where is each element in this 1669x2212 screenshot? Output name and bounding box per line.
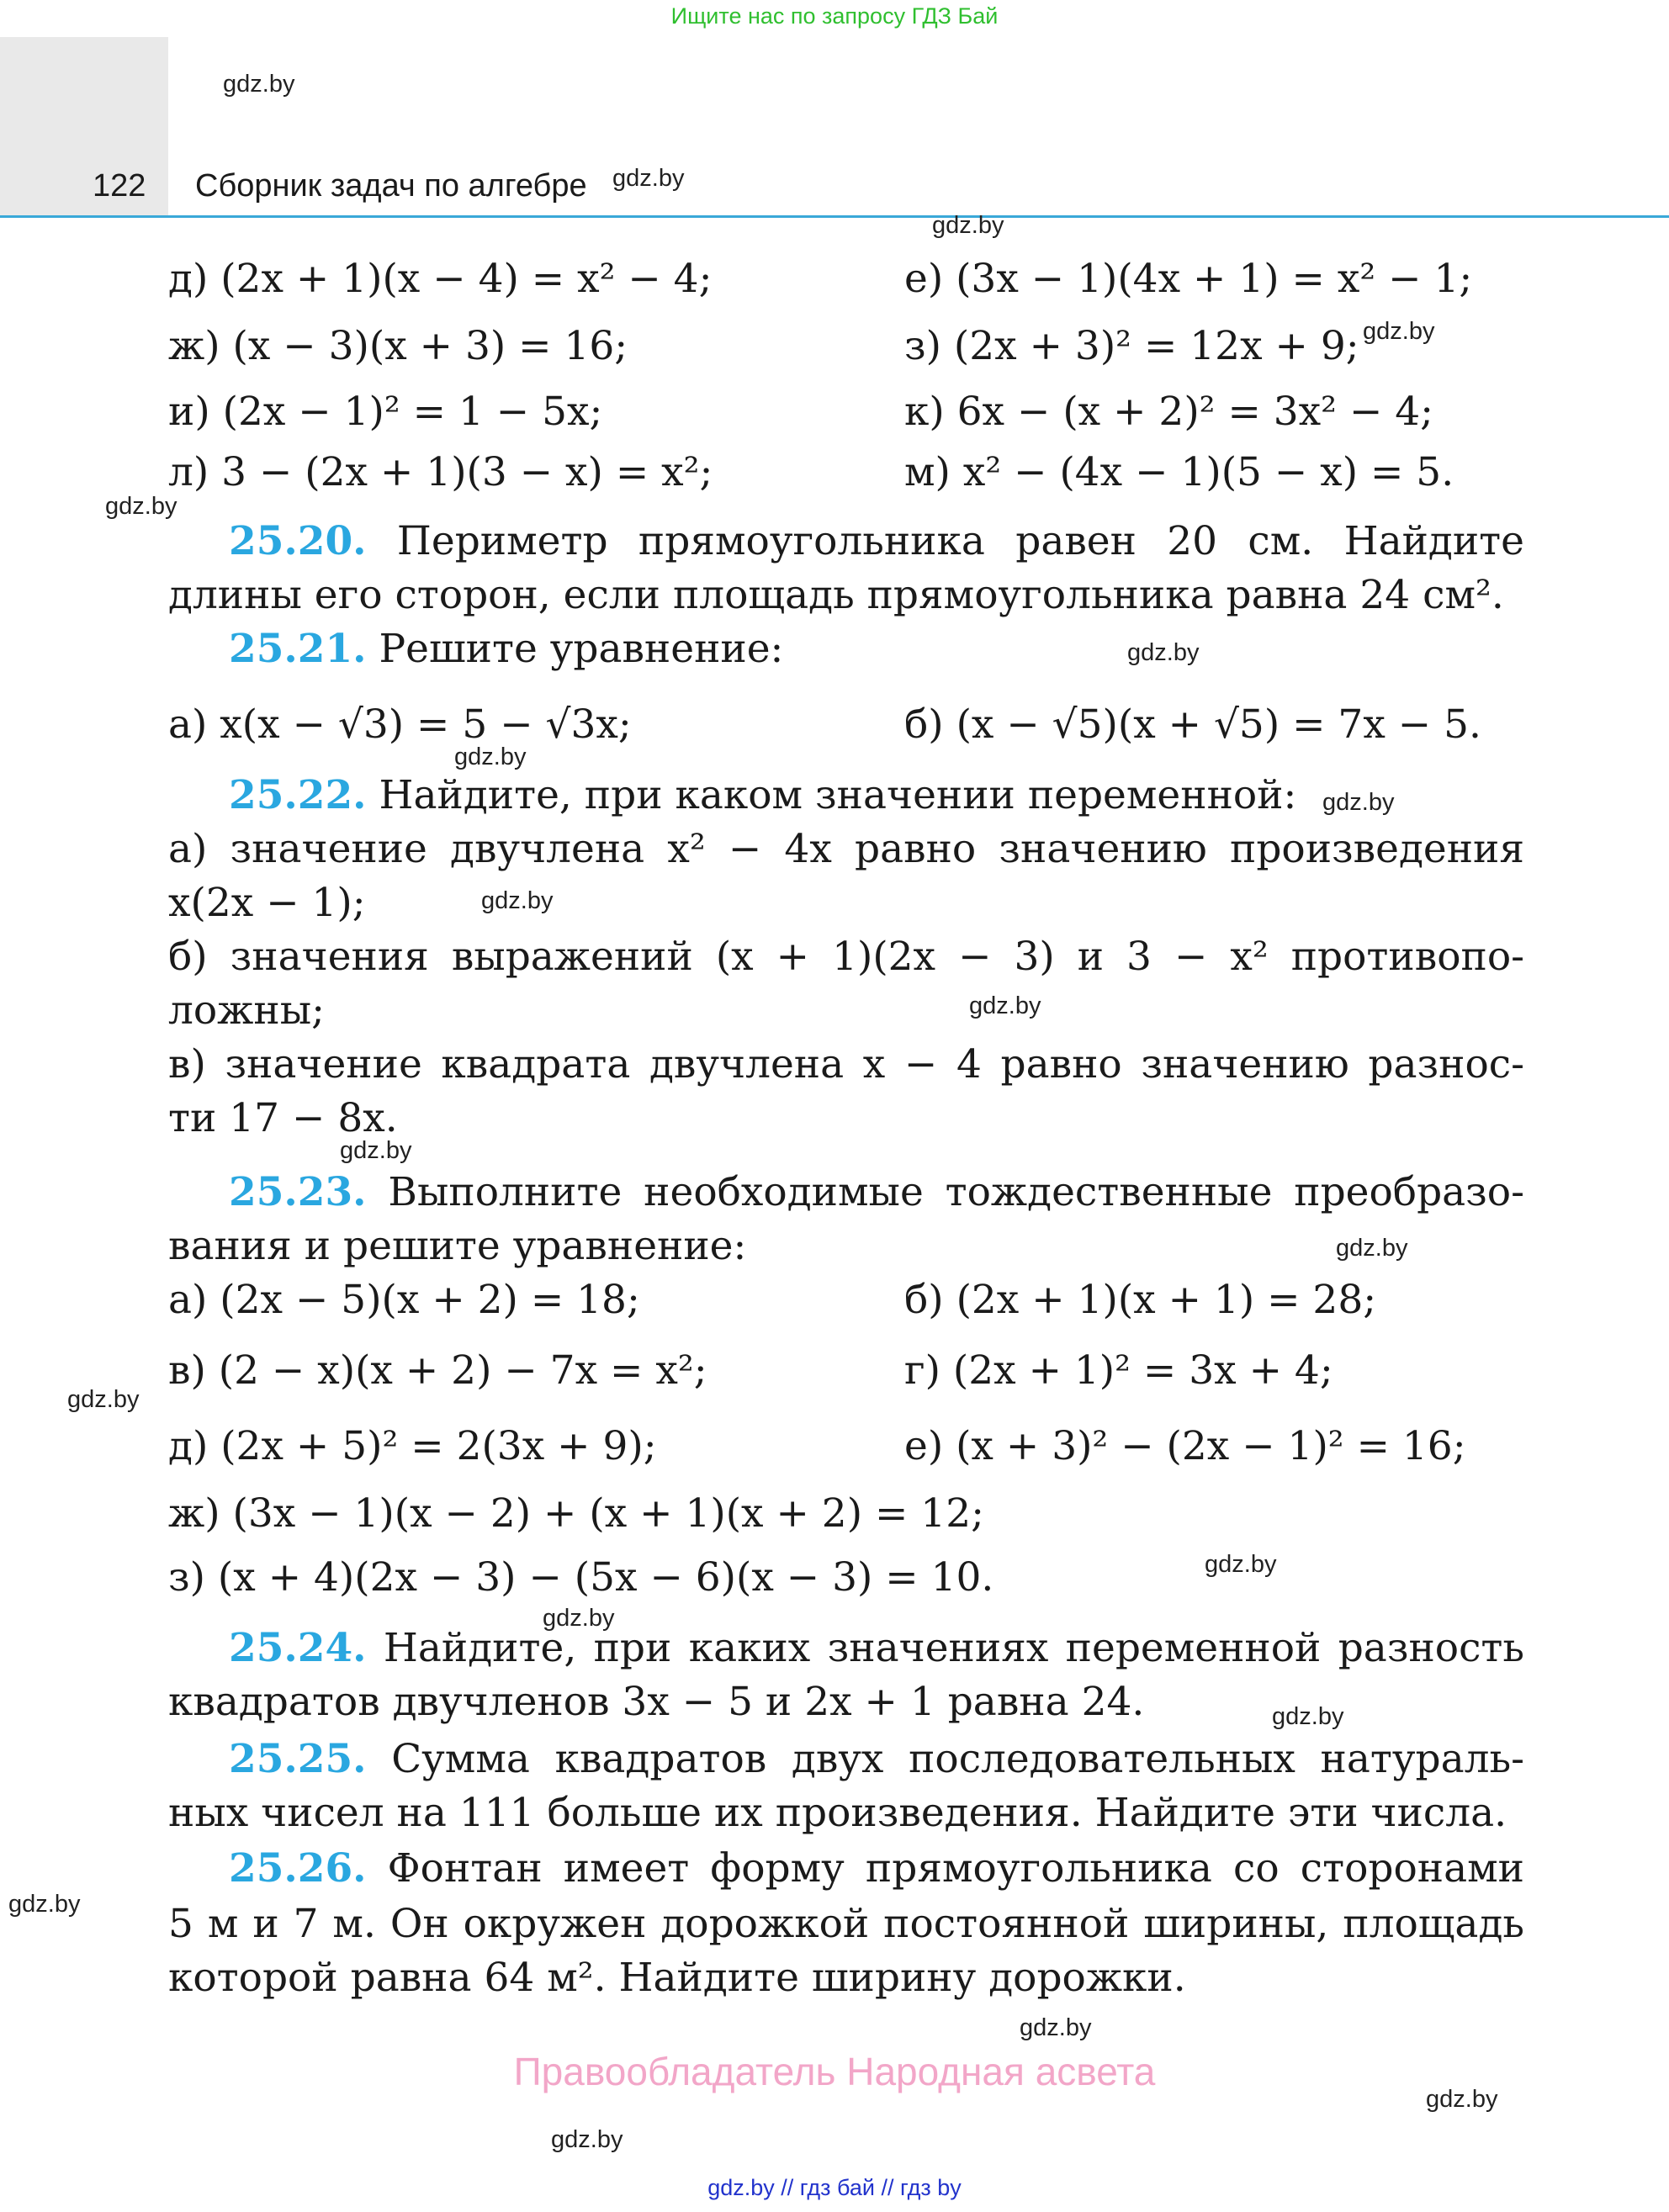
problem-number: 25.24. <box>229 1625 367 1671</box>
equation-i: и) (2x − 1)² = 1 − 5x; <box>168 389 603 435</box>
problem-25-20-line2: длины его сторон, если площадь прямоугольника равна 24 см². <box>168 572 1504 618</box>
watermark: gdz.by <box>1322 789 1395 816</box>
equation-l: л) 3 − (2x + 1)(3 − x) = x²; <box>168 449 713 495</box>
book-title: Сборник задач по алгебре <box>195 168 587 204</box>
problem-number: 25.23. <box>229 1169 367 1215</box>
equation-25-23-g: г) (2x + 1)² = 3x + 4; <box>904 1347 1333 1394</box>
copyright-holder: Правообладатель Народная асвета <box>513 2050 1156 2093</box>
problem-25-25-line1 <box>168 1736 1524 1782</box>
watermark: gdz.by <box>105 493 177 520</box>
watermark: gdz.by <box>551 2126 623 2153</box>
problem-25-26-line2: 5 м и 7 м. Он окружен дорожкой постоянной ширины, площадь <box>168 1901 1524 1947</box>
problem-25-25-line2: ных чисел на 111 больше их произведения. Найдите эти числа. <box>168 1790 1507 1836</box>
problem-25-20-line1 <box>168 518 1524 564</box>
equation-z: з) (2x + 3)² = 12x + 9; <box>904 323 1359 369</box>
problem-text: Найдите, при каком значении переменной: <box>379 772 1297 818</box>
watermark: gdz.by <box>1127 639 1200 666</box>
equation-25-21-b: б) (x − √5)(x + √5) = 7x − 5. <box>904 701 1481 748</box>
problem-text: Фонтан имеет форму прямоугольника со сторонами <box>387 1845 1524 1892</box>
watermark: gdz.by <box>1426 2086 1498 2113</box>
watermark: gdz.by <box>1020 2014 1092 2041</box>
problem-25-26-line1 <box>168 1845 1524 1892</box>
problem-25-21 <box>229 626 784 672</box>
equation-k: к) 6x − (x + 2)² = 3x² − 4; <box>904 389 1434 435</box>
equation-25-23-b: б) (2x + 1)(x + 1) = 28; <box>904 1277 1377 1323</box>
equation-25-23-zh: ж) (3x − 1)(x − 2) + (x + 1)(x + 2) = 12; <box>168 1490 984 1537</box>
watermark: gdz.by <box>8 1891 81 1918</box>
problem-25-23-line2: вания и решите уравнение: <box>168 1223 747 1269</box>
watermark: gdz.by <box>932 212 1004 239</box>
watermark: gdz.by <box>481 887 554 914</box>
problem-text: Решите уравнение: <box>379 626 784 672</box>
problem-25-22-v-line2: ти 17 − 8x. <box>168 1095 398 1141</box>
problem-25-22-a-line2: x(2x − 1); <box>168 880 366 926</box>
problem-25-24-line2: квадратов двучленов 3x − 5 и 2x + 1 равна 24. <box>168 1679 1145 1725</box>
watermark: gdz.by <box>1363 318 1435 345</box>
problem-text: Найдите, при каких значениях переменной разность <box>383 1625 1524 1671</box>
footer-links[interactable]: gdz.by // гдз бай // гдз by <box>707 2175 962 2200</box>
problem-number: 25.21. <box>229 626 367 672</box>
watermark: gdz.by <box>454 744 527 770</box>
equation-25-23-d: д) (2x + 5)² = 2(3x + 9); <box>168 1423 657 1469</box>
equation-25-23-z: з) (x + 4)(2x − 3) − (5x − 6)(x − 3) = 10. <box>168 1554 994 1601</box>
equation-d: д) (2x + 1)(x − 4) = x² − 4; <box>168 256 713 302</box>
equation-25-23-a: а) (2x − 5)(x + 2) = 18; <box>168 1277 640 1323</box>
problem-25-22-a-line1: а) значение двучлена x² − 4x равно значению произведения <box>168 826 1524 872</box>
equation-25-21-a: а) x(x − √3) = 5 − √3x; <box>168 701 632 748</box>
watermark: gdz.by <box>1336 1235 1408 1262</box>
watermark: gdz.by <box>67 1386 140 1413</box>
watermark: gdz.by <box>612 165 685 192</box>
problem-25-23-line1 <box>168 1169 1524 1215</box>
watermark: gdz.by <box>969 992 1041 1019</box>
problem-number: 25.25. <box>229 1736 367 1782</box>
problem-25-26-line3: которой равна 64 м². Найдите ширину дорожки. <box>168 1955 1186 2001</box>
watermark: gdz.by <box>1272 1703 1344 1730</box>
problem-text: Выполните необходимые тождественные преобразо- <box>388 1169 1524 1215</box>
problem-text: Сумма квадратов двух последовательных натураль- <box>391 1736 1524 1782</box>
problem-number: 25.20. <box>229 518 367 564</box>
equation-zh: ж) (x − 3)(x + 3) = 16; <box>168 323 628 369</box>
equation-25-23-v: в) (2 − x)(x + 2) − 7x = x²; <box>168 1347 707 1394</box>
equation-25-23-e: е) (x + 3)² − (2x − 1)² = 16; <box>904 1423 1466 1469</box>
problem-25-24-line1 <box>168 1625 1524 1671</box>
problem-25-22 <box>229 772 1297 818</box>
watermark: gdz.by <box>223 71 295 98</box>
page-number: 122 <box>93 168 146 204</box>
watermark: gdz.by <box>543 1605 615 1632</box>
problem-25-22-b-line1: б) значения выражений (x + 1)(2x − 3) и 3 − x² противопо- <box>168 934 1524 980</box>
equation-e: е) (3x − 1)(4x + 1) = x² − 1; <box>904 256 1473 302</box>
problem-25-22-v-line1: в) значение квадрата двучлена x − 4 равно значению разнос- <box>168 1041 1524 1087</box>
problem-text: Периметр прямоугольника равен 20 см. Найдите <box>396 518 1524 564</box>
header-rule <box>0 215 1669 218</box>
equation-m: м) x² − (4x − 1)(5 − x) = 5. <box>904 449 1454 495</box>
watermark: gdz.by <box>1205 1551 1277 1578</box>
problem-25-22-b-line2: ложны; <box>168 987 325 1034</box>
top-banner: Ищите нас по запросу ГДЗ Бай <box>670 3 999 29</box>
watermark: gdz.by <box>340 1137 412 1164</box>
problem-number: 25.22. <box>229 772 367 818</box>
problem-number: 25.26. <box>229 1845 367 1892</box>
